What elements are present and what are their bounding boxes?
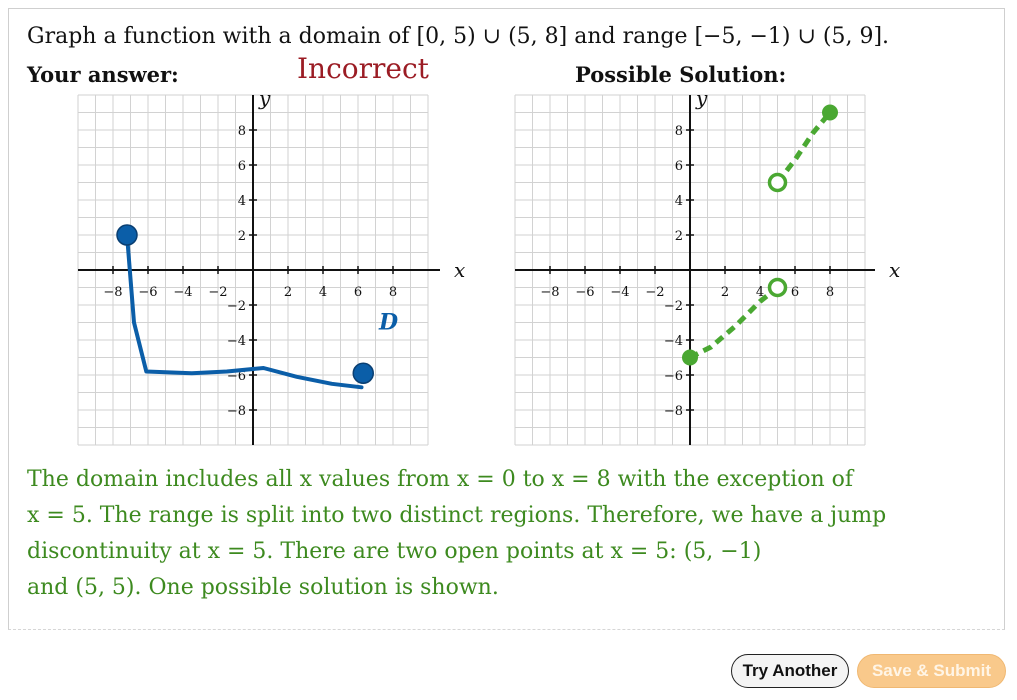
x-tick-label: −4 bbox=[610, 285, 630, 300]
y-tick-label: −2 bbox=[663, 299, 683, 314]
y-tick-label: −6 bbox=[663, 369, 683, 384]
y-tick-label: 8 bbox=[674, 124, 683, 139]
x-tick-label: −2 bbox=[208, 285, 228, 300]
answer-graph bbox=[70, 86, 466, 450]
y-tick-label: 4 bbox=[237, 194, 246, 209]
explanation-line-2: x = 5. The range is split into two distinct regions. Therefore, we have a jump bbox=[27, 503, 887, 528]
x-tick-label: 8 bbox=[388, 285, 398, 300]
explanation-line-1: The domain includes all x values from x = 0 to x = 8 with the exception of bbox=[27, 467, 853, 492]
y-tick-label: −8 bbox=[663, 404, 683, 419]
save-submit-button[interactable]: Save & Submit bbox=[857, 654, 1006, 688]
explanation bbox=[27, 462, 957, 606]
solution-closed-point-end bbox=[822, 105, 838, 121]
solution-open-point-lower bbox=[770, 280, 786, 296]
x-tick-label: −8 bbox=[540, 285, 560, 300]
y-tick-label: −8 bbox=[226, 404, 246, 419]
x-tick-label: −8 bbox=[103, 285, 123, 300]
y-axis-label: y bbox=[259, 86, 271, 110]
y-tick-label: −4 bbox=[663, 334, 683, 349]
y-tick-label: 4 bbox=[674, 194, 683, 209]
y-tick-label: 2 bbox=[237, 229, 246, 244]
x-axis-label: x bbox=[889, 258, 901, 282]
x-tick-label: 8 bbox=[825, 285, 835, 300]
x-tick-label: −4 bbox=[173, 285, 193, 300]
x-tick-label: 4 bbox=[318, 285, 328, 300]
x-tick-label: 6 bbox=[790, 285, 800, 300]
x-tick-label: 2 bbox=[283, 285, 293, 300]
y-tick-label: 8 bbox=[237, 124, 246, 139]
y-tick-label: 2 bbox=[674, 229, 683, 244]
solution-closed-point-start bbox=[682, 350, 698, 366]
answer-endpoint-left bbox=[117, 225, 137, 245]
y-tick-label: −2 bbox=[226, 299, 246, 314]
y-tick-label: 6 bbox=[674, 159, 683, 174]
x-tick-label: −6 bbox=[575, 285, 595, 300]
y-tick-label: −4 bbox=[226, 334, 246, 349]
solution-graph bbox=[505, 86, 901, 450]
curve-label-d: D bbox=[379, 309, 399, 336]
x-tick-label: −6 bbox=[138, 285, 158, 300]
x-tick-label: 6 bbox=[353, 285, 363, 300]
try-another-button[interactable]: Try Another bbox=[731, 654, 849, 688]
possible-solution-label: Possible Solution: bbox=[575, 62, 787, 87]
problem-prompt: Graph a function with a domain of [0, 5) ∪ (5, 8] and range [−5, −1) ∪ (5, 9]. bbox=[27, 24, 890, 49]
explanation-line-4: and (5, 5). One possible solution is shown. bbox=[27, 575, 499, 600]
y-tick-label: 6 bbox=[237, 159, 246, 174]
incorrect-status: Incorrect bbox=[297, 52, 429, 85]
answer-endpoint-right bbox=[353, 363, 373, 383]
x-tick-label: −2 bbox=[645, 285, 665, 300]
x-axis-label: x bbox=[454, 258, 466, 282]
your-answer-label: Your answer: bbox=[27, 62, 179, 87]
solution-open-point-upper bbox=[770, 175, 786, 191]
explanation-line-3: discontinuity at x = 5. There are two open points at x = 5: (5, −1) bbox=[27, 539, 762, 564]
y-tick-label: −6 bbox=[226, 369, 246, 384]
x-tick-label: 4 bbox=[755, 285, 765, 300]
y-axis-label: y bbox=[696, 86, 708, 110]
x-tick-label: 2 bbox=[720, 285, 730, 300]
